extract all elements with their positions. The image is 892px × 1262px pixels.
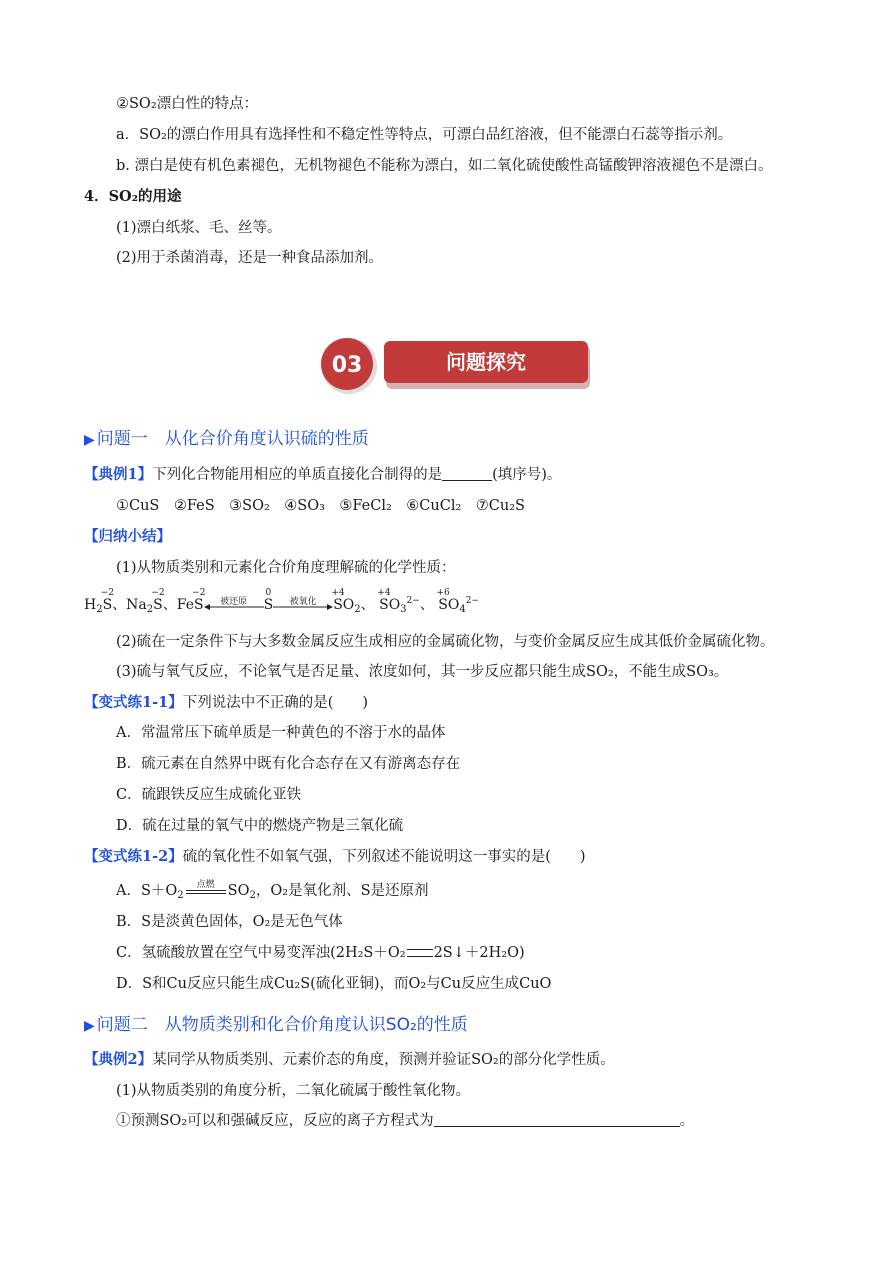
example-1-tag: 【典例1】 (84, 466, 153, 483)
summary-tag: 【归纳小结】 (84, 528, 171, 545)
use-item-1: (1)漂白纸浆、毛、丝等。 (116, 220, 282, 236)
variant-1-1-option-d[interactable]: D．硫在过量的氧气中的燃烧产物是三氧化硫 (116, 818, 404, 834)
summary-1: (1)从物质类别和元素化合价角度理解硫的化学性质： (116, 560, 456, 576)
equation-blank[interactable] (434, 1112, 680, 1127)
variant-1-1-option-a[interactable]: A．常温常压下硫单质是一种黄色的不溶于水的晶体 (116, 725, 446, 741)
section-4-title: 4．SO₂的用途 (84, 188, 182, 205)
banner-title: 问题探究 (446, 350, 526, 374)
variant-1-2-option-c[interactable]: C．氢硫酸放置在空气中易变浑浊(2H₂S＋O₂ 2S↓＋2H₂O) (116, 945, 525, 961)
summary-3: (3)硫与氧气反应，不论氧气是否足量、浓度如何，其一步反应都只能生成SO₂，不能生成SO₃。 (116, 664, 729, 680)
variant-1-2-option-d[interactable]: D．S和Cu反应只能生成Cu₂S(硫化亚铜)，而O₂与Cu反应生成CuO (116, 976, 552, 992)
example-1-options: ①CuS ②FeS ③SO₂ ④SO₃ ⑤FeCl₂ ⑥CuCl₂ ⑦Cu₂S (116, 498, 525, 514)
variant-1-2: 【变式练1-2】硫的氧化性不如氧气强，下列叙述不能说明这一事实的是( ) (84, 848, 586, 865)
variant-1-1: 【变式练1-1】下列说法中不正确的是( ) (84, 694, 369, 711)
section-banner (318, 333, 593, 395)
answer-blank[interactable] (442, 466, 492, 481)
bleach-feature-a: a．SO₂的漂白作用具有选择性和不稳定性等特点，可漂白品红溶液，但不能漂白石蕊等指示剂。 (116, 127, 733, 143)
example-2-part-1: (1)从物质类别的角度分析，二氧化硫属于酸性氧化物。 (116, 1083, 471, 1099)
banner-number: 03 (331, 353, 363, 378)
oxidize-arrow: 被氧化 (273, 596, 333, 614)
example-1: 【典例1】下列化合物能用相应的单质直接化合制得的是 (填序号)。 (84, 466, 562, 483)
question-2-heading: ▶ 问题二 从物质类别和化合价角度认识SO₂的性质 (84, 1015, 468, 1035)
variant-1-2-option-a[interactable]: A．$S+O_2$ 点燃 $SO_2$，O₂是氧化剂、S是还原剂 (116, 880, 429, 901)
reduce-arrow: 被还原 (204, 596, 264, 614)
bleach-feature-b: b. 漂白是使有机色素褪色，无机物褪色不能称为漂白，如二氧化硫使酸性高锰酸钾溶液褪色不是漂白。 (116, 158, 773, 174)
variant-1-1-option-c[interactable]: C．硫跟铁反应生成硫化亚铁 (116, 787, 302, 803)
example-2: 【典例2】某同学从物质类别、元素价态的角度，预测并验证SO₂的部分化学性质。 (84, 1051, 615, 1068)
question-1-heading: ▶ 问题一 从化合价角度认识硫的性质 (84, 429, 369, 449)
triangle-icon: ▶ (84, 432, 95, 448)
valence-chain: $H_2S$ −2 、$Na_2S$ −2 、FeS −2 被还原 S 0 被氧化 S +4 $O_2$、 S +4 $O_3^{2-}$、 S +6 $O_4^{2-}$ (84, 588, 480, 615)
example-2-part-1a: ①预测SO₂可以和强碱反应，反应的离子方程式为 。 (116, 1113, 695, 1129)
variant-1-1-option-b[interactable]: B．硫元素在自然界中既有化合态存在又有游离态存在 (116, 756, 461, 772)
variant-1-2-option-b[interactable]: B．S是淡黄色固体，O₂是无色气体 (116, 914, 343, 930)
summary-2: (2)硫在一定条件下与大多数金属反应生成相应的金属硫化物，与变价金属反应生成其低价金属硫化物。 (116, 634, 775, 650)
triangle-icon: ▶ (84, 1018, 95, 1034)
use-item-2: (2)用于杀菌消毒，还是一种食品添加剂。 (116, 250, 384, 266)
bleach-feature-heading: ②SO₂漂白性的特点： (116, 96, 259, 112)
